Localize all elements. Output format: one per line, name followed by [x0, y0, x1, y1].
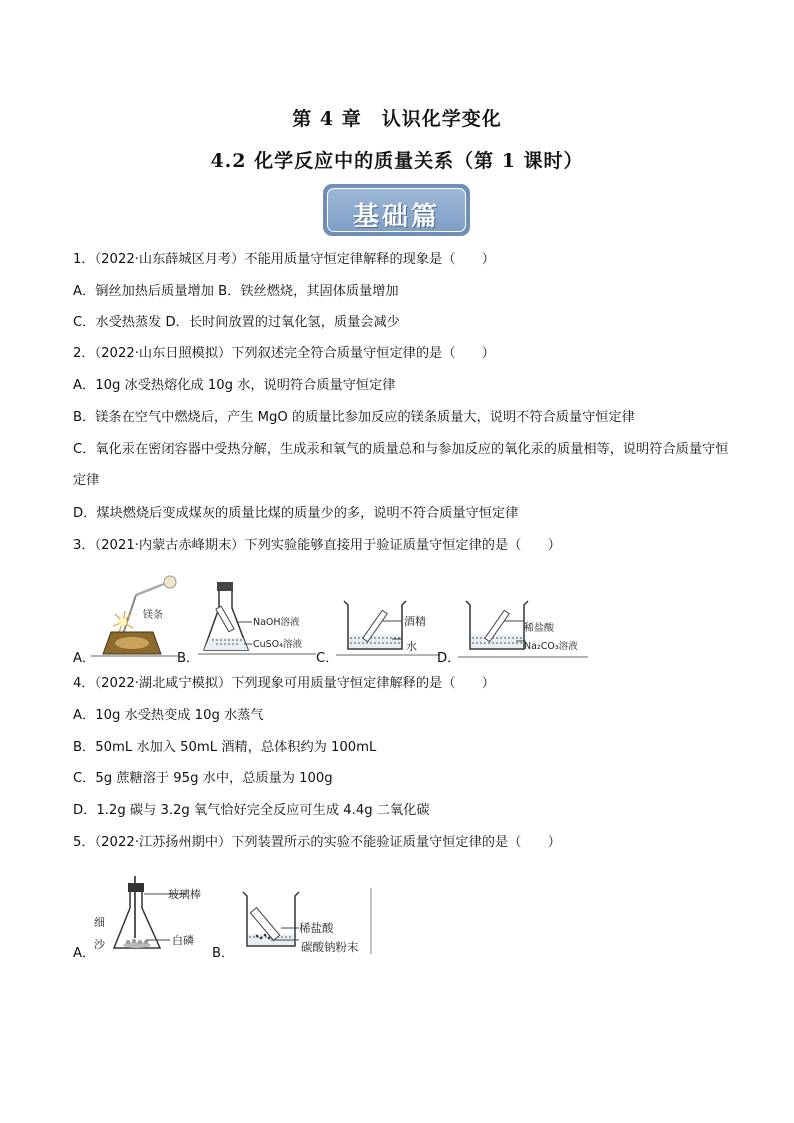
q2-option-c: C．氧化汞在密闭容器中受热分解，生成汞和氧气的质量总和与参加反应的氧化汞的质量相等，说明符合质量守恒定律	[73, 442, 729, 488]
q5-b-acid-label: 稀盐酸	[299, 921, 334, 935]
q2-option-a: A．10g 冰受热熔化成 10g 水，说明符合质量守恒定律	[73, 378, 396, 393]
q3-stem: 3．（2021·内蒙古赤峰期末）下列实验能够直接用于验证质量守恒定律的是（ ）	[73, 538, 561, 553]
q3-figure-c	[336, 595, 440, 663]
q4-option-a: A．10g 水受热变成 10g 水蒸气	[73, 708, 264, 723]
q5-label-b: B．	[212, 946, 235, 961]
q3-d-label1: 稀盐酸	[524, 623, 554, 634]
level-badge	[323, 184, 470, 236]
q5-a-sand-label1: 细	[94, 916, 105, 929]
q3-label-b: B．	[177, 651, 200, 666]
q5-figure-a	[88, 876, 208, 958]
q3-d-label2: Na₂CO₃溶液	[524, 641, 578, 652]
q5-a-rod-label: 玻璃棒	[168, 888, 201, 901]
q1-options-cd: C．水受热蒸发 D．长时间放置的过氧化氢，质量会减少	[73, 315, 400, 330]
q1-stem: 1．（2022·山东薛城区月考）不能用质量守恒定律解释的现象是（ ）	[73, 252, 495, 267]
q4-option-b: B．50mL 水加入 50mL 酒精，总体积约为 100mL	[73, 740, 377, 755]
q2-stem: 2．（2022·山东日照模拟）下列叙述完全符合质量守恒定律的是（ ）	[73, 346, 495, 361]
q5-figure-b	[233, 888, 373, 958]
chapter-title: 第 4 章 认识化学变化	[292, 108, 502, 130]
q1-options-ab: A．铜丝加热后质量增加 B．铁丝燃烧，其固体质量增加	[73, 284, 399, 299]
q3-label-a: A．	[73, 651, 96, 666]
q4-option-d: D．1.2g 碳与 3.2g 氧气恰好完全反应可生成 4.4g 二氧化碳	[73, 803, 430, 818]
q2-option-d: D．煤块燃烧后变成煤灰的质量比煤的质量少的多，说明不符合质量守恒定律	[73, 506, 519, 521]
q2-option-b: B．镁条在空气中燃烧后，产生 MgO 的质量比参加反应的镁条质量大，说明不符合质量守恒定律	[73, 410, 635, 425]
q3-b-label2: CuSO₄溶液	[253, 639, 302, 650]
q3-c-label1: 酒精	[404, 615, 426, 628]
q5-a-phos-label: 白磷	[172, 934, 194, 947]
q5-label-a: A．	[73, 946, 96, 961]
level-badge-text: 基础篇	[352, 202, 440, 232]
q3-figure-b	[198, 580, 316, 662]
q3-label-c: C．	[316, 651, 339, 666]
q5-a-sand-label2: 沙	[94, 938, 105, 951]
q4-stem: 4．（2022·湖北咸宁模拟）下列现象可用质量守恒定律解释的是（ ）	[73, 676, 495, 691]
q4-option-c: C．5g 蔗糖溶于 95g 水中，总质量为 100g	[73, 771, 333, 786]
q5-b-powder-label: 碳酸钠粉末	[301, 940, 359, 954]
q5-stem: 5．（2022·江苏扬州期中）下列装置所示的实验不能验证质量守恒定律的是（ ）	[73, 835, 561, 850]
q3-label-d: D．	[437, 651, 461, 666]
level-badge-inner	[327, 188, 466, 232]
q3-a-label: 镁条	[143, 610, 163, 621]
q3-figure-a	[91, 570, 179, 662]
q3-figure-d	[458, 595, 588, 663]
q3-c-label2: 水	[406, 640, 417, 653]
section-title: 4.2 化学反应中的质量关系（第 1 课时）	[210, 150, 584, 172]
q3-b-label1: NaOH溶液	[253, 617, 300, 628]
